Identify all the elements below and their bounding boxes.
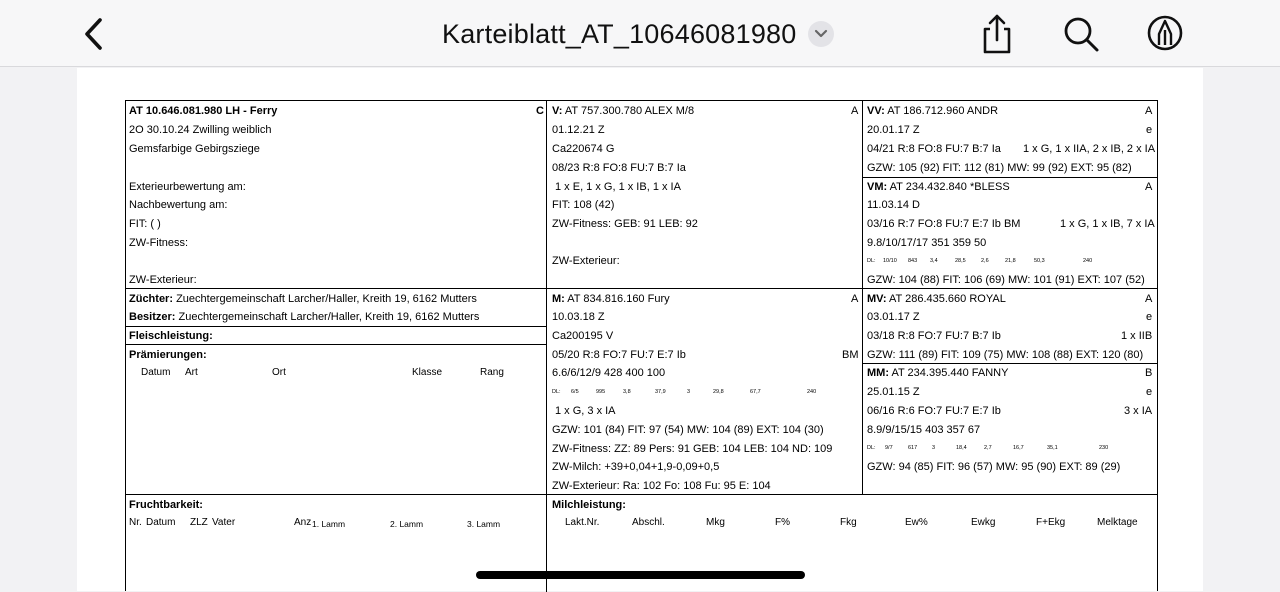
frucht-col-datum: Datum (146, 517, 176, 528)
frucht-col-anz: Anz (294, 517, 312, 528)
milchleistung-label: Milchleistung: (552, 499, 626, 511)
back-chevron-icon[interactable] (80, 14, 110, 54)
share-icon[interactable] (977, 12, 1017, 56)
dam-dl-val: 995 (596, 389, 606, 395)
mm-dl-val: 9/7 (885, 445, 893, 451)
chevron-down-icon[interactable] (808, 21, 834, 47)
fruchtbarkeit-label: Fruchtbarkeit: (129, 499, 203, 511)
row-divider-fleisch (126, 344, 546, 345)
animal-birth: 2O 30.10.24 Zwilling weiblich (129, 124, 272, 136)
mv-gzw: GZW: 111 (89) FIT: 109 (75) MW: 108 (88) EXT: 120 (80) (867, 349, 1144, 361)
column-divider-2 (862, 101, 863, 494)
sire-fit: FIT: 108 (42) (552, 199, 615, 211)
vv-label: VV: (867, 105, 885, 117)
vm-dl-val: 21,8 (1005, 258, 1016, 264)
praem-col-art: Art (185, 367, 198, 378)
dam-dl-val: 6/5 (571, 389, 579, 395)
column-divider-1 (546, 101, 547, 592)
sire-scores: 08/23 R:8 FO:8 FU:7 B:7 Ia (552, 162, 686, 174)
sire-class: A (851, 105, 859, 117)
dam-id: AT 834.816.160 Fury (567, 293, 670, 305)
besitzer-label: Besitzer: (129, 311, 176, 323)
praem-col-ort: Ort (272, 367, 286, 378)
dam-dl-val: 240 (807, 389, 817, 395)
sire-awards: 1 x E, 1 x G, 1 x IB, 1 x IA (555, 181, 681, 193)
mm-scores: 06/16 R:6 FO:7 FU:7 E:7 Ib (867, 405, 1001, 417)
besitzer-row (129, 311, 479, 324)
mv-id: AT 286.435.660 ROYAL (889, 293, 1006, 305)
sire-zw-fitness: ZW-Fitness: GEB: 91 LEB: 92 (552, 218, 698, 230)
vv-line1 (867, 105, 998, 118)
milch-col-ewkg: Ewkg (971, 517, 996, 528)
zuechter-value: Zuechtergemeinschaft Larcher/Haller, Kreith 19, 6162 Mutters (176, 293, 477, 305)
top-navigation-bar (0, 0, 1280, 67)
vm-class: A (1145, 181, 1153, 193)
frucht-col-vater: Vater (212, 517, 236, 528)
mm-dl-val: 2,7 (984, 445, 992, 451)
dam-label: M: (552, 293, 565, 305)
praem-col-datum: Datum (141, 367, 171, 378)
animal-class: C (536, 105, 544, 117)
vv-class: A (1145, 105, 1153, 117)
vm-dl-label: DL: (867, 258, 876, 264)
milch-col-mkg: Mkg (706, 517, 725, 528)
vm-line1 (867, 181, 1010, 194)
animal-fit: FIT: ( ) (129, 218, 161, 230)
frucht-col-lamm2: 2. Lamm (390, 519, 424, 529)
dam-zw-fitness: ZW-Fitness: ZZ: 89 Pers: 91 GEB: 104 LEB: 104 ND: 109 (552, 443, 833, 455)
vm-gzw: GZW: 104 (88) FIT: 106 (69) MW: 101 (91) EXT: 107 (52) (867, 274, 1145, 286)
dam-code: Ca200195 V (552, 330, 614, 342)
dam-dl-val: 29,8 (713, 389, 724, 395)
sire-label: V: (552, 105, 563, 117)
vv-flag: e (1146, 124, 1153, 136)
mm-dl-val: 16,7 (1013, 445, 1024, 451)
frucht-col-lamm1: 1. Lamm (312, 519, 346, 529)
dam-scores: 05/20 R:8 FO:7 FU:7 E:7 Ib (552, 349, 686, 361)
dam-birth: 10.03.18 Z (552, 311, 605, 323)
mm-id: AT 234.395.440 FANNY (891, 367, 1009, 379)
mm-dl-val: 3 (932, 445, 936, 451)
praemierungen-label: Prämierungen: (129, 349, 207, 361)
row-divider-main (126, 288, 1157, 289)
mm-dl-val: 18,4 (956, 445, 967, 451)
mm-flag: e (1146, 386, 1153, 398)
title-group[interactable] (442, 14, 834, 54)
mv-flag: e (1146, 311, 1153, 323)
pedigree-card (125, 100, 1158, 591)
animal-breed: Gemsfarbige Gebirgsziege (129, 143, 260, 155)
vv-gzw: GZW: 105 (92) FIT: 112 (81) MW: 99 (92) EXT: 95 (82) (867, 162, 1132, 174)
sire-birth: 01.12.21 Z (552, 124, 605, 136)
sire-id: AT 757.300.780 ALEX M/8 (564, 105, 695, 117)
mv-awards: 1 x IIB (1121, 330, 1153, 342)
dam-dl-val: 3 (687, 389, 691, 395)
zuechter-label: Züchter: (129, 293, 173, 305)
exterior-eval: Exterieurbewertung am: (129, 181, 246, 193)
mm-birth: 25.01.15 Z (867, 386, 920, 398)
vm-dl-val: 10/10 (883, 258, 897, 264)
vm-label: VM: (867, 181, 888, 193)
milch-col-ewp: Ew% (905, 517, 928, 528)
sire-zw-exterieur: ZW-Exterieur: (552, 255, 620, 267)
vm-dl-val: 28,5 (955, 258, 966, 264)
dam-class: A (851, 293, 859, 305)
vm-dl-val: 3,4 (930, 258, 938, 264)
vm-scores: 03/16 R:7 FO:8 FU:7 E:7 Ib BM (867, 218, 1021, 230)
vv-id: AT 186.712.960 ANDR (887, 105, 999, 117)
mv-class: A (1145, 293, 1153, 305)
vv-birth: 20.01.17 Z (867, 124, 920, 136)
milch-col-lakt: Lakt.Nr. (565, 517, 600, 528)
mm-lactation: 8.9/9/15/15 403 357 67 (867, 424, 981, 436)
dam-gzw: GZW: 101 (84) FIT: 97 (54) MW: 104 (89) EXT: 104 (30) (552, 424, 824, 436)
vm-dl-val: 843 (908, 258, 918, 264)
row-divider-vv (862, 177, 1157, 178)
milch-col-fp: F% (775, 517, 790, 528)
frucht-col-lamm3: 3. Lamm (467, 519, 501, 529)
mm-dl-val: 230 (1099, 445, 1109, 451)
dam-awards: 1 x G, 3 x IA (555, 405, 616, 417)
milch-col-fkg: Fkg (840, 517, 857, 528)
row-divider-bottom (126, 494, 1157, 495)
mm-dl-val: 617 (908, 445, 918, 451)
animal-zw-exterieur: ZW-Exterieur: (129, 274, 197, 286)
dam-zw-milch: ZW-Milch: +39+0,04+1,9-0,09+0,5 (552, 461, 720, 473)
dam-zw-exterieur: ZW-Exterieur: Ra: 102 Fo: 108 Fu: 95 E: 104 (552, 480, 771, 492)
row-divider-besitzer (126, 326, 546, 327)
mm-gzw: GZW: 94 (85) FIT: 96 (57) MW: 95 (90) EXT: 89 (29) (867, 461, 1121, 473)
mv-scores: 03/18 R:8 FO:7 FU:7 B:7 Ib (867, 330, 1001, 342)
milch-col-melktage: Melktage (1097, 517, 1138, 528)
mm-class: B (1145, 367, 1153, 379)
frucht-col-zlz: ZLZ (190, 517, 208, 528)
vm-lactation: 9.8/10/17/17 351 359 50 (867, 237, 987, 249)
post-eval: Nachbewertung am: (129, 199, 228, 211)
vm-dl-val: 50,3 (1034, 258, 1045, 264)
besitzer-value: Zuechtergemeinschaft Larcher/Haller, Kreith 19, 6162 Mutters (178, 311, 480, 323)
animal-zw-fitness: ZW-Fitness: (129, 237, 189, 249)
mm-dl-label: DL: (867, 445, 876, 451)
vm-awards: 1 x G, 1 x IB, 7 x IA (1060, 218, 1155, 230)
fleischleistung-label: Fleischleistung: (129, 330, 213, 342)
home-indicator[interactable] (476, 571, 805, 579)
mv-label: MV: (867, 293, 887, 305)
vv-awards: 1 x G, 1 x IIA, 2 x IB, 2 x IA (1023, 143, 1156, 155)
milch-col-abschl: Abschl. (632, 517, 665, 528)
mm-dl-val: 35,1 (1047, 445, 1058, 451)
mv-line1 (867, 293, 1006, 306)
dam-dl-label: DL: (552, 389, 561, 395)
praem-col-klasse: Klasse (412, 367, 443, 378)
zuechter-row (129, 293, 477, 306)
mv-birth: 03.01.17 Z (867, 311, 920, 323)
vm-birth: 11.03.14 D (867, 199, 921, 211)
vv-scores: 04/21 R:8 FO:8 FU:7 B:7 Ia (867, 143, 1001, 155)
frucht-col-nr: Nr. (129, 517, 142, 528)
mm-awards: 3 x IA (1124, 405, 1153, 417)
animal-id: AT 10.646.081.980 LH - Ferry (129, 105, 278, 117)
dam-dl-val: 67,7 (750, 389, 761, 395)
sire-code: Ca220674 G (552, 143, 615, 155)
search-icon[interactable] (1061, 12, 1101, 56)
dam-dl-val: 37,9 (655, 389, 666, 395)
dam-lactation: 6.6/6/12/9 428 400 100 (552, 367, 666, 379)
sire-line1 (552, 105, 694, 118)
dam-line1 (552, 293, 670, 306)
milch-col-fekg: F+Ekg (1036, 517, 1066, 528)
dam-dl-val: 3,8 (623, 389, 631, 395)
row-divider-mv (862, 363, 1157, 364)
mm-line1 (867, 367, 1008, 380)
markup-pen-icon[interactable] (1145, 12, 1185, 56)
vm-dl-val: 240 (1083, 258, 1093, 264)
vm-dl-val: 2,6 (981, 258, 989, 264)
dam-bm: BM (842, 349, 859, 361)
praem-col-rang: Rang (480, 367, 504, 378)
mm-label: MM: (867, 367, 889, 379)
vm-id: AT 234.432.840 *BLESS (889, 181, 1010, 193)
document-title[interactable]: Karteiblatt_AT_10646081980 (442, 18, 797, 49)
